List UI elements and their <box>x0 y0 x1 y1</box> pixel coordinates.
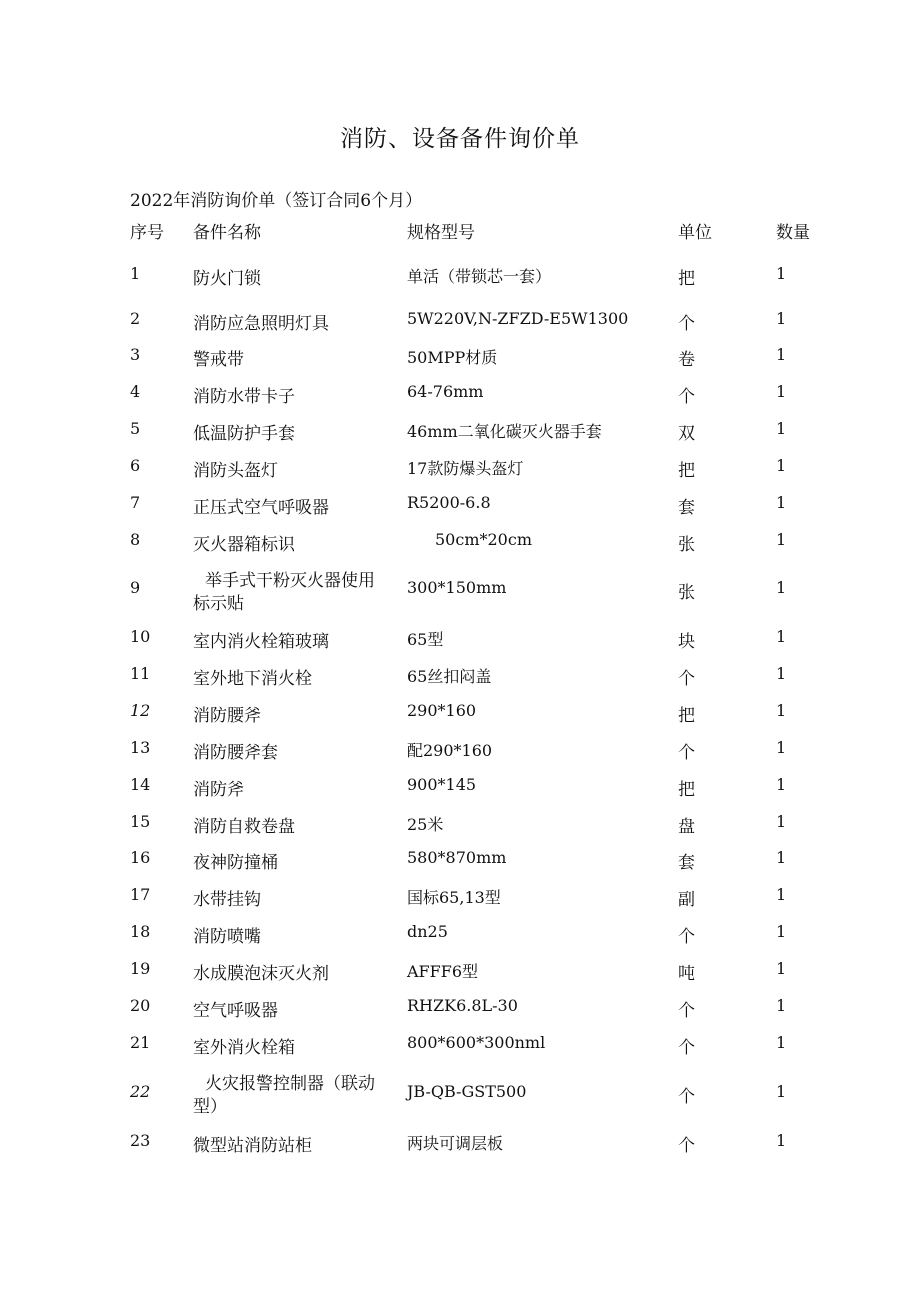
row-unit: 套 <box>678 498 695 518</box>
row-name: 消防斧 <box>193 780 244 800</box>
row-unit: 双 <box>678 424 695 444</box>
row-spec: 900*145 <box>407 775 477 794</box>
row-name: 水带挂钩 <box>193 890 261 910</box>
row-no: 18 <box>130 922 151 941</box>
row-qty: 1 <box>776 1082 787 1101</box>
row-spec: 单活（带锁芯一套） <box>407 267 552 286</box>
row-name: 消防自救卷盘 <box>193 817 295 837</box>
row-qty: 1 <box>776 775 787 794</box>
row-name: 消防喷嘴 <box>193 927 261 947</box>
row-spec: R5200-6.8 <box>407 493 491 512</box>
row-unit: 卷 <box>678 350 695 370</box>
row-name: 消防水带卡子 <box>193 387 295 407</box>
row-unit: 个 <box>678 387 695 407</box>
row-spec: 17款防爆头盔灯 <box>407 459 524 478</box>
row-no: 7 <box>130 493 141 512</box>
row-no: 3 <box>130 345 141 364</box>
row-unit: 个 <box>678 1087 695 1107</box>
row-spec: 25米 <box>407 815 444 834</box>
row-name: 空气呼吸器 <box>193 1001 278 1021</box>
table-header <box>0 218 920 242</box>
row-name: 夜神防撞桶 <box>193 853 278 873</box>
row-spec: dn25 <box>407 922 448 941</box>
row-name: 防火门锁 <box>193 269 261 289</box>
row-no: 20 <box>130 996 151 1015</box>
row-qty: 1 <box>776 885 787 904</box>
row-name: 正压式空气呼吸器 <box>193 498 329 518</box>
row-unit: 张 <box>678 583 695 603</box>
row-no: 16 <box>130 848 151 867</box>
row-spec: 64-76mm <box>407 382 484 401</box>
row-no: 11 <box>130 664 151 683</box>
row-spec: 50cm*20cm <box>435 530 532 549</box>
row-no: 1 <box>130 264 141 283</box>
row-name: 灭火器箱标识 <box>193 535 295 555</box>
row-spec: 300*150mm <box>407 578 507 597</box>
row-no: 14 <box>130 775 151 794</box>
row-spec: 50MPP材质 <box>407 348 498 367</box>
row-unit: 个 <box>678 927 695 947</box>
row-no: 10 <box>130 627 151 646</box>
row-unit: 盘 <box>678 817 695 837</box>
row-name-line2: 型） <box>193 1097 227 1117</box>
row-no: 9 <box>130 578 141 597</box>
row-qty: 1 <box>776 309 787 328</box>
row-unit: 把 <box>678 461 695 481</box>
row-qty: 1 <box>776 848 787 867</box>
row-name-line1: 火灾报警控制器（联动 <box>205 1074 375 1094</box>
row-name: 消防腰斧套 <box>193 743 278 763</box>
row-unit: 块 <box>678 632 695 652</box>
row-spec: 580*870mm <box>407 848 507 867</box>
row-spec: 5W220V,N-ZFZD-E5W1300 <box>407 309 629 328</box>
row-no: 15 <box>130 812 151 831</box>
row-no: 19 <box>130 959 151 978</box>
page-title: 消防、设备备件询价单 <box>340 126 580 152</box>
row-name-line1: 举手式干粉灭火器使用 <box>205 571 375 591</box>
row-qty: 1 <box>776 1033 787 1052</box>
row-qty: 1 <box>776 812 787 831</box>
row-spec: JB-QB-GST500 <box>407 1082 527 1101</box>
row-no: 2 <box>130 309 141 328</box>
row-name: 警戒带 <box>193 350 244 370</box>
row-name: 水成膜泡沫灭火剂 <box>193 964 329 984</box>
row-spec: 两块可调层板 <box>407 1134 504 1153</box>
header-qty: 数量 <box>776 223 810 243</box>
row-unit: 个 <box>678 1038 695 1058</box>
row-unit: 个 <box>678 743 695 763</box>
row-qty: 1 <box>776 578 787 597</box>
row-unit: 个 <box>678 1001 695 1021</box>
document-subtitle: 2022年消防询价单（签订合同6个月） <box>130 191 423 211</box>
row-qty: 1 <box>776 738 787 757</box>
row-name: 室内消火栓箱玻璃 <box>193 632 329 652</box>
row-unit: 把 <box>678 780 695 800</box>
row-name: 微型站消防站柜 <box>193 1136 312 1156</box>
row-qty: 1 <box>776 1131 787 1150</box>
row-qty: 1 <box>776 382 787 401</box>
row-qty: 1 <box>776 264 787 283</box>
row-no: 4 <box>130 382 141 401</box>
row-unit: 把 <box>678 706 695 726</box>
row-qty: 1 <box>776 996 787 1015</box>
row-unit: 吨 <box>678 964 695 984</box>
row-name: 低温防护手套 <box>193 424 295 444</box>
row-unit: 个 <box>678 1136 695 1156</box>
row-no: 21 <box>130 1033 151 1052</box>
table-row <box>0 1069 920 1115</box>
header-name: 备件名称 <box>193 223 261 243</box>
row-no: 5 <box>130 419 141 438</box>
row-qty: 1 <box>776 922 787 941</box>
row-spec: 65型 <box>407 630 444 649</box>
row-spec: 国标65,13型 <box>407 888 501 907</box>
row-name-line2: 标示贴 <box>193 594 244 614</box>
row-no: 8 <box>130 530 141 549</box>
row-qty: 1 <box>776 493 787 512</box>
row-no: 12 <box>130 701 151 720</box>
row-unit: 个 <box>678 669 695 689</box>
row-spec: 46mm二氧化碳灭火器手套 <box>407 422 602 441</box>
row-name: 消防应急照明灯具 <box>193 314 329 334</box>
table-row <box>0 566 920 612</box>
row-qty: 1 <box>776 701 787 720</box>
row-spec: 800*600*300nml <box>407 1033 546 1052</box>
row-name: 室外消火栓箱 <box>193 1038 295 1058</box>
row-qty: 1 <box>776 664 787 683</box>
row-name: 室外地下消火栓 <box>193 669 312 689</box>
row-spec: RHZK6.8L-30 <box>407 996 518 1015</box>
row-name: 消防腰斧 <box>193 706 261 726</box>
row-spec: AFFF6型 <box>407 962 479 981</box>
header-no: 序号 <box>130 223 164 243</box>
row-no: 13 <box>130 738 151 757</box>
row-qty: 1 <box>776 456 787 475</box>
row-unit: 套 <box>678 853 695 873</box>
row-unit: 个 <box>678 314 695 334</box>
row-qty: 1 <box>776 959 787 978</box>
row-qty: 1 <box>776 345 787 364</box>
row-no: 17 <box>130 885 151 904</box>
row-no: 22 <box>130 1082 151 1101</box>
row-no: 23 <box>130 1131 151 1150</box>
row-spec: 65丝扣闷盖 <box>407 667 492 686</box>
row-no: 6 <box>130 456 141 475</box>
header-spec: 规格型号 <box>407 223 475 243</box>
header-unit: 单位 <box>678 223 712 243</box>
row-spec: 290*160 <box>407 701 477 720</box>
row-spec: 配290*160 <box>407 741 493 760</box>
row-unit: 副 <box>678 890 695 910</box>
row-qty: 1 <box>776 419 787 438</box>
row-qty: 1 <box>776 627 787 646</box>
row-qty: 1 <box>776 530 787 549</box>
row-unit: 张 <box>678 535 695 555</box>
row-unit: 把 <box>678 269 695 289</box>
row-name: 消防头盔灯 <box>193 461 278 481</box>
